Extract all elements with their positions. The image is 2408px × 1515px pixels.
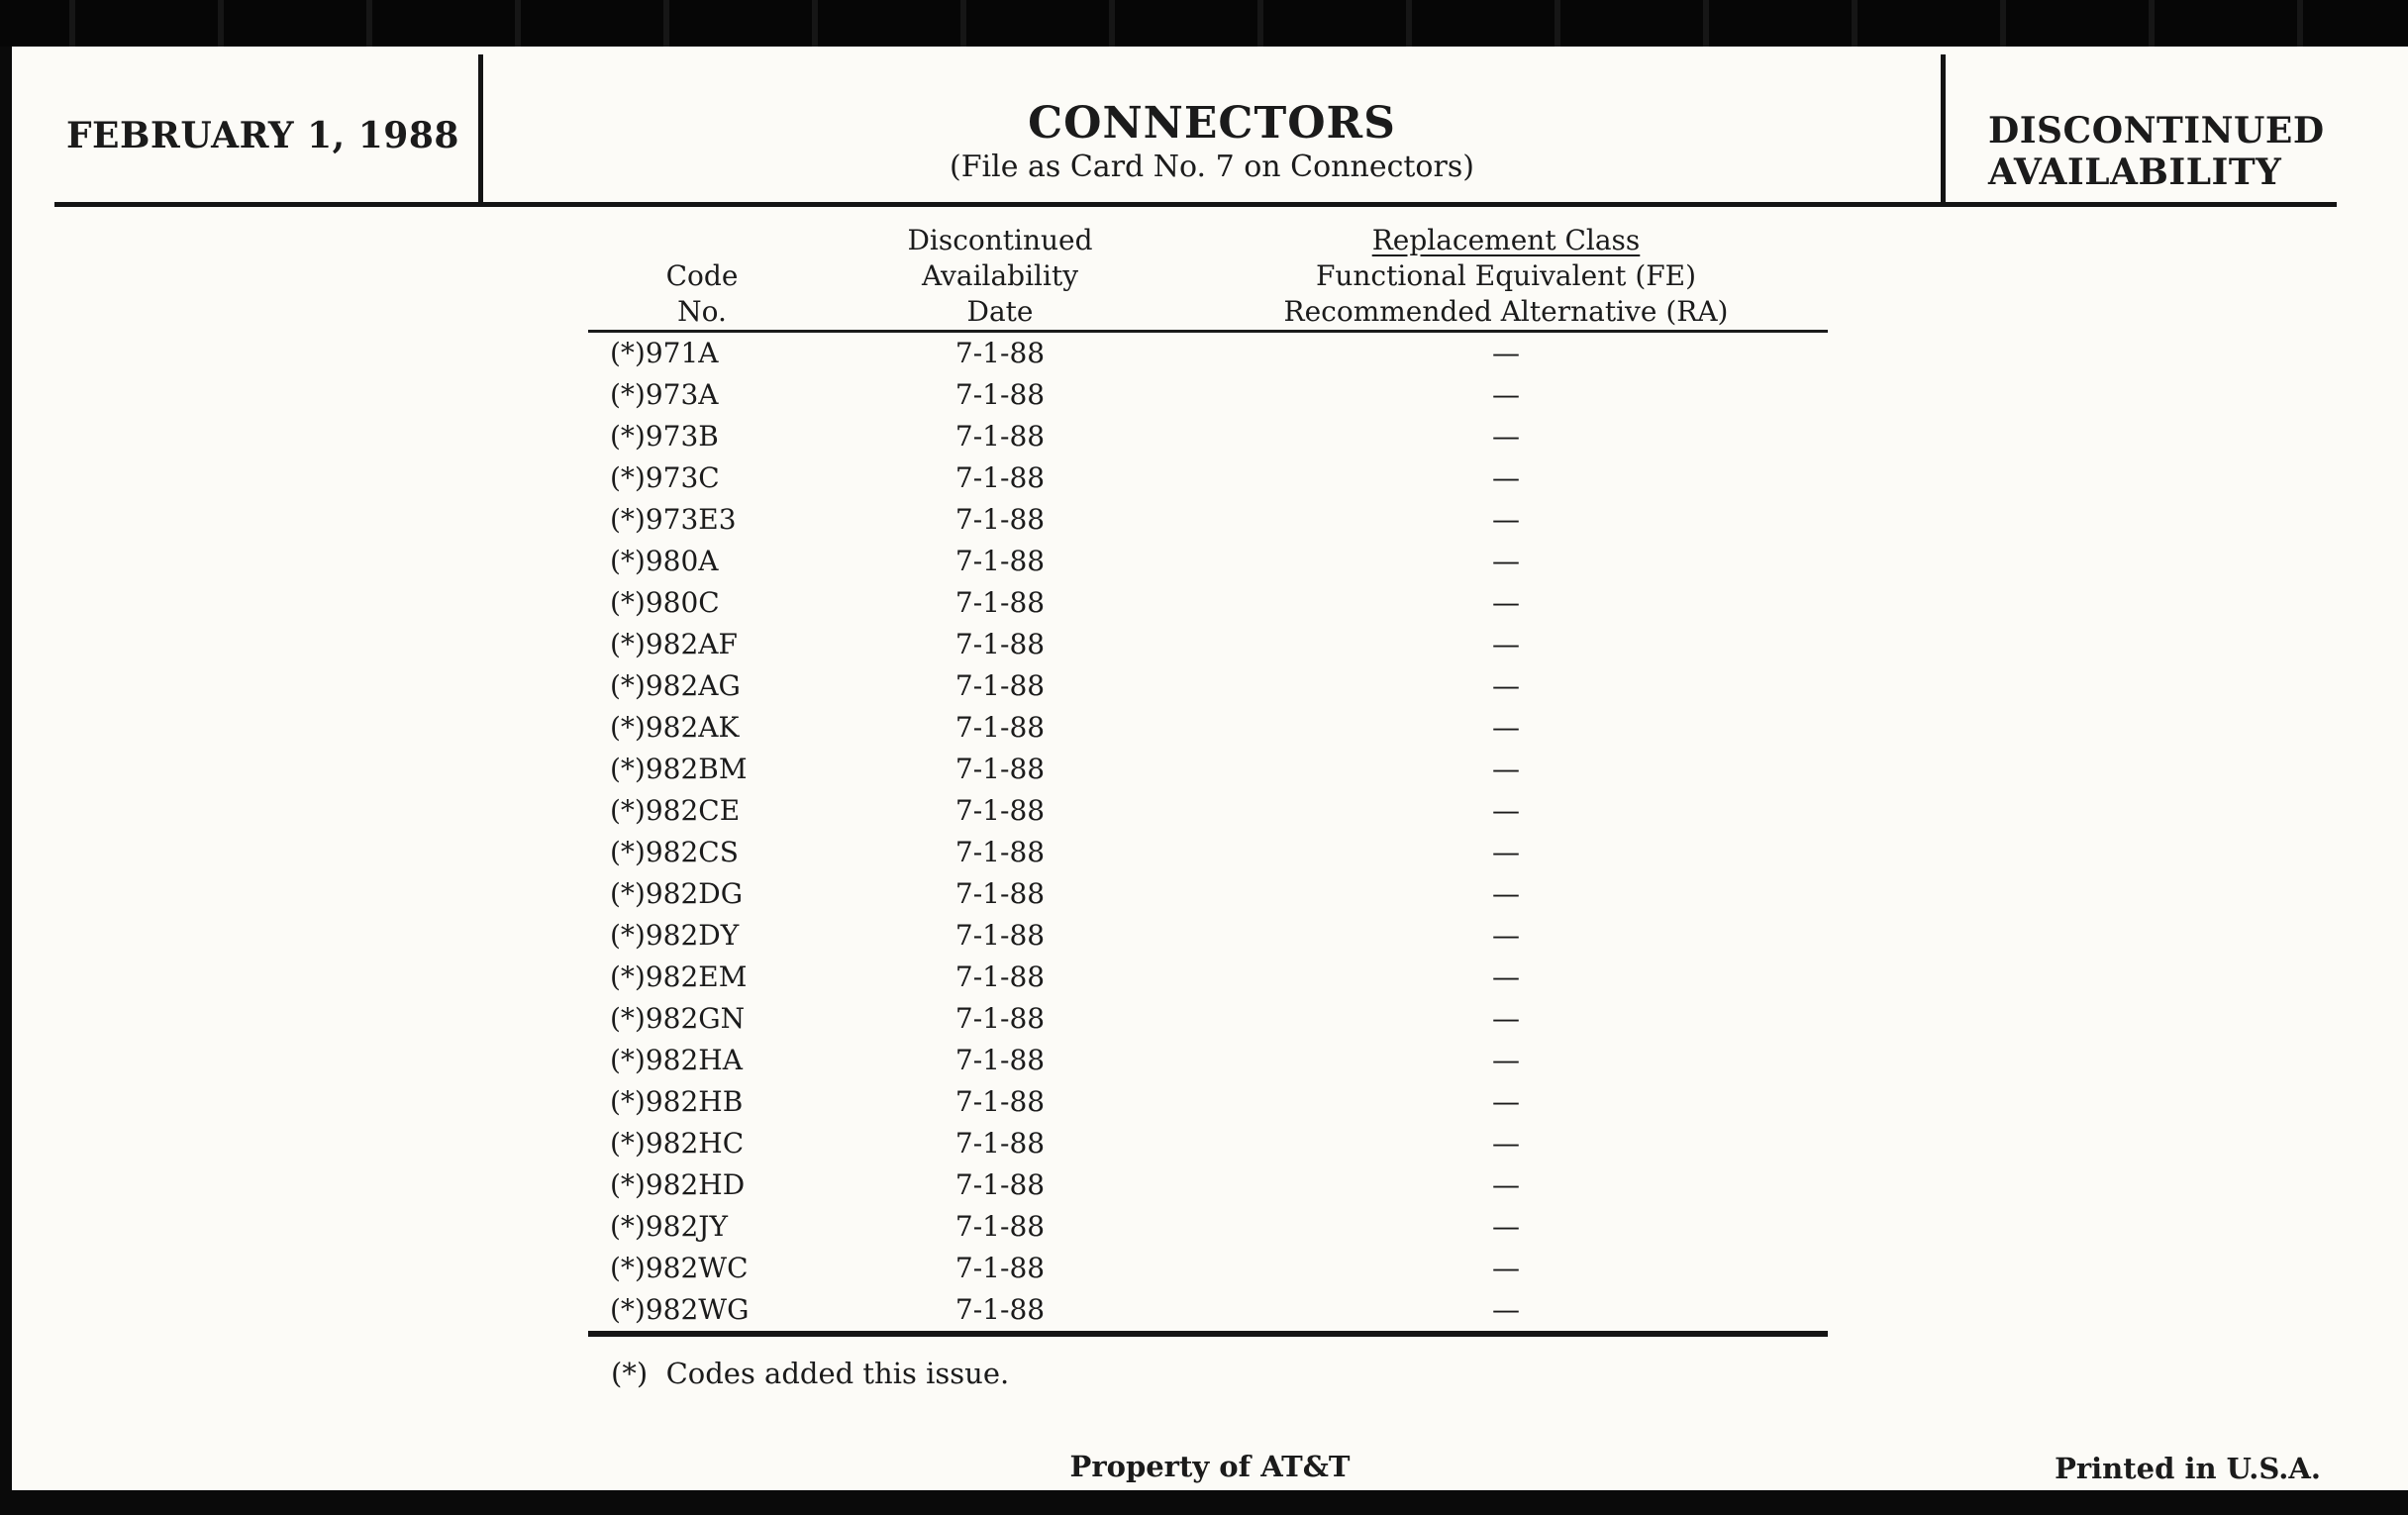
cell-replacement: — [1492, 1002, 1520, 1035]
cell-replacement: — [1492, 794, 1520, 827]
document-page [12, 47, 2408, 1490]
cell-replacement: — [1492, 1085, 1520, 1118]
cell-date: 7-1-88 [954, 669, 1046, 702]
cell-date: 7-1-88 [954, 753, 1046, 785]
cell-date: 7-1-88 [954, 1044, 1046, 1076]
cell-replacement: — [1492, 836, 1520, 868]
table-row [588, 582, 1828, 624]
cell-replacement: — [1492, 1210, 1520, 1243]
table-row [588, 416, 1828, 457]
col-header-replacement-line1: Replacement Class [1371, 224, 1641, 256]
cell-code: (*)982HA [610, 1044, 743, 1076]
table-row [588, 998, 1828, 1040]
cell-code: (*)982CE [610, 794, 741, 827]
cell-code: (*)980C [610, 586, 720, 619]
cell-date: 7-1-88 [954, 461, 1046, 494]
cell-replacement: — [1492, 669, 1520, 702]
cell-replacement: — [1492, 711, 1520, 744]
footer-printed: Printed in U.S.A. [2055, 1452, 2321, 1485]
table-row [588, 1248, 1828, 1289]
table-row [588, 790, 1828, 832]
cell-code: (*)982DG [610, 877, 744, 910]
cell-replacement: — [1492, 545, 1520, 577]
cell-replacement: — [1492, 1127, 1520, 1160]
col-header-code-line1: Code [665, 259, 739, 292]
cell-code: (*)982DY [610, 919, 740, 952]
cell-code: (*)982EM [610, 960, 748, 993]
cell-date: 7-1-88 [954, 877, 1046, 910]
table-row [588, 1289, 1828, 1334]
cell-date: 7-1-88 [954, 1293, 1046, 1326]
issue-date: FEBRUARY 1, 1988 [66, 115, 459, 156]
cell-code: (*)982AG [610, 669, 741, 702]
col-header-replacement-line2: Functional Equivalent (FE) [1315, 259, 1697, 292]
cell-date: 7-1-88 [954, 420, 1046, 453]
cell-code: (*)982WG [610, 1293, 750, 1326]
cell-code: (*)973B [610, 420, 719, 453]
cell-replacement: — [1492, 420, 1520, 453]
cell-date: 7-1-88 [954, 1168, 1046, 1201]
table-row [588, 749, 1828, 790]
cell-date: 7-1-88 [954, 1002, 1046, 1035]
table-row [588, 665, 1828, 707]
col-header-code-line2: No. [677, 295, 727, 328]
cell-code: (*)973C [610, 461, 720, 494]
table-row [588, 832, 1828, 873]
cell-code: (*)982AK [610, 711, 740, 744]
cell-date: 7-1-88 [954, 378, 1046, 411]
cell-date: 7-1-88 [954, 1252, 1046, 1284]
cell-date: 7-1-88 [954, 1210, 1046, 1243]
cell-replacement: — [1492, 503, 1520, 536]
col-header-replacement-line3: Recommended Alternative (RA) [1283, 295, 1729, 328]
col-header-date-line3: Date [966, 295, 1034, 328]
cell-date: 7-1-88 [954, 586, 1046, 619]
cell-replacement: — [1492, 461, 1520, 494]
cell-date: 7-1-88 [954, 919, 1046, 952]
cell-date: 7-1-88 [954, 1127, 1046, 1160]
cell-date: 7-1-88 [954, 1085, 1046, 1118]
cell-code: (*)982CS [610, 836, 739, 868]
header-rule [54, 202, 2337, 207]
document-title: CONNECTORS [1028, 98, 1396, 149]
cell-date: 7-1-88 [954, 337, 1046, 369]
cell-date: 7-1-88 [954, 628, 1046, 660]
cell-code: (*)971A [610, 337, 719, 369]
cell-code: (*)982BM [610, 753, 748, 785]
cell-date: 7-1-88 [954, 545, 1046, 577]
cell-replacement: — [1492, 586, 1520, 619]
col-header-code [588, 223, 816, 332]
availability-label-line2: AVAILABILITY [1988, 152, 2282, 193]
cell-replacement: — [1492, 753, 1520, 785]
table-row [588, 541, 1828, 582]
col-header-date-line2: Availability [921, 259, 1079, 292]
table-row [588, 707, 1828, 749]
table-body [588, 332, 1828, 1335]
cell-replacement: — [1492, 1044, 1520, 1076]
table-row [588, 374, 1828, 416]
footnote: (*) Codes added this issue. [611, 1357, 1010, 1390]
availability-label-line1: DISCONTINUED [1988, 110, 2325, 152]
availability-label [1988, 110, 2325, 193]
cell-replacement: — [1492, 919, 1520, 952]
col-header-date [816, 223, 1184, 332]
cell-date: 7-1-88 [954, 711, 1046, 744]
table-wrap [588, 223, 1828, 1337]
cell-replacement: — [1492, 877, 1520, 910]
table-header-row [588, 223, 1828, 332]
col-header-date-line1: Discontinued [907, 224, 1093, 256]
cell-code: (*)980A [610, 545, 719, 577]
cell-date: 7-1-88 [954, 836, 1046, 868]
scan-top-bar [0, 0, 2408, 47]
table-row [588, 957, 1828, 998]
cell-date: 7-1-88 [954, 503, 1046, 536]
cell-date: 7-1-88 [954, 794, 1046, 827]
cell-date: 7-1-88 [954, 960, 1046, 993]
table-row [588, 457, 1828, 499]
cell-replacement: — [1492, 628, 1520, 660]
cell-replacement: — [1492, 1252, 1520, 1284]
cell-code: (*)982HD [610, 1168, 746, 1201]
title-block [484, 98, 1940, 184]
cell-code: (*)982JY [610, 1210, 728, 1243]
footer-property: Property of AT&T [1069, 1450, 1351, 1483]
table-row [588, 499, 1828, 541]
cell-code: (*)973A [610, 378, 719, 411]
cell-code: (*)982HB [610, 1085, 744, 1118]
table-row [588, 332, 1828, 375]
cell-replacement: — [1492, 1168, 1520, 1201]
cell-code: (*)982WC [610, 1252, 749, 1284]
document-subtitle: (File as Card No. 7 on Connectors) [950, 150, 1474, 184]
table-row [588, 1040, 1828, 1081]
table-row [588, 1081, 1828, 1123]
table-row [588, 1123, 1828, 1164]
cell-replacement: — [1492, 1293, 1520, 1326]
header-divider-right [1941, 54, 1946, 203]
cell-code: (*)973E3 [610, 503, 737, 536]
table-row [588, 624, 1828, 665]
table-row [588, 915, 1828, 957]
table-row [588, 1164, 1828, 1206]
cell-replacement: — [1492, 337, 1520, 369]
cell-replacement: — [1492, 960, 1520, 993]
table-row [588, 1206, 1828, 1248]
codes-table [588, 223, 1828, 1337]
table-row [588, 873, 1828, 915]
cell-code: (*)982AF [610, 628, 738, 660]
cell-replacement: — [1492, 378, 1520, 411]
cell-code: (*)982HC [610, 1127, 745, 1160]
header-divider-left [478, 54, 483, 203]
cell-code: (*)982GN [610, 1002, 746, 1035]
col-header-replacement [1184, 223, 1828, 332]
